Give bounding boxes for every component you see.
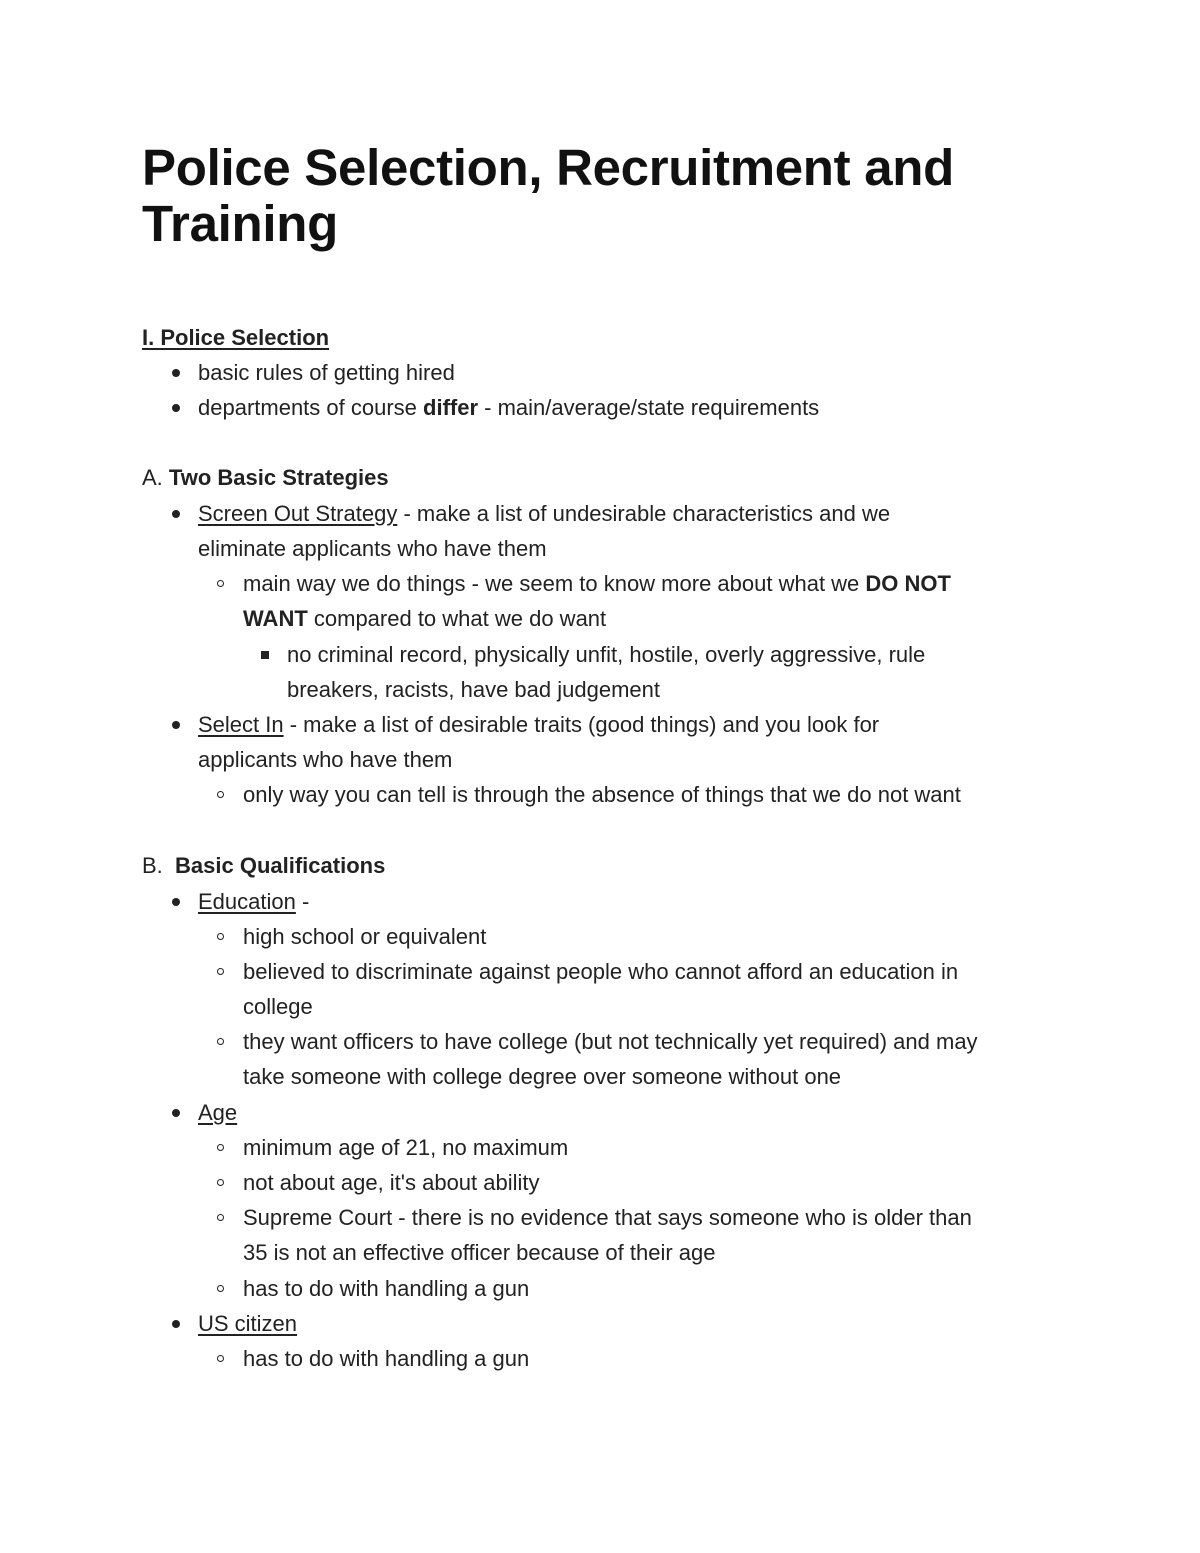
term-education: Education [198, 889, 296, 914]
list-item [198, 1095, 1078, 1130]
sub-bullet-icon [217, 580, 224, 587]
list-item: no criminal record, physically unfit, hostile, overly aggressive, rule [287, 642, 926, 667]
sub-bullet-icon [217, 1285, 224, 1292]
list-item [198, 1306, 1078, 1341]
section-heading-basic-qualifications: B. Basic Qualifications [142, 853, 386, 878]
list-item: Screen Out Strategy - make a list of undesirable characteristics and we [198, 501, 891, 526]
emphasis-text: differ [423, 395, 479, 420]
term-screen-out-strategy: Screen Out Strategy [198, 501, 398, 526]
sub-bullet-icon [217, 791, 224, 798]
bullet-icon [172, 721, 180, 729]
list-item: Education - [198, 889, 310, 914]
list-item-continuation: eliminate applicants who have them [198, 536, 547, 561]
list-item: they want officers to have college (but not technically yet required) and may [243, 1029, 978, 1054]
list-item: not about age, it's about ability [243, 1170, 540, 1195]
list-item-continuation: college [243, 994, 313, 1019]
bullet-icon [172, 404, 180, 412]
list-item: Select In - make a list of desirable traits (good things) and you look for [198, 712, 880, 737]
sub-bullet-icon [217, 968, 224, 975]
bullet-icon [172, 369, 180, 377]
page-title: Police Selection, Recruitment and Training [142, 139, 954, 252]
square-bullet-icon [261, 651, 269, 659]
term-age: Age [198, 1100, 238, 1125]
sub-bullet-icon [217, 1214, 224, 1221]
list-item: minimum age of 21, no maximum [243, 1135, 569, 1160]
list-item: has to do with handling a gun [243, 1346, 530, 1371]
list-item: believed to discriminate against people who cannot afford an education in [243, 959, 959, 984]
list-item-continuation: breakers, racists, have bad judgement [287, 677, 660, 702]
list-item: high school or equivalent [243, 924, 487, 949]
sub-bullet-icon [217, 933, 224, 940]
sub-bullet-icon [217, 1038, 224, 1045]
list-item-continuation: take someone with college degree over someone without one [243, 1064, 842, 1089]
sub-bullet-icon [217, 1144, 224, 1151]
list-item: main way we do things - we seem to know more about what we DO NOT [243, 571, 951, 596]
sub-bullet-icon [217, 1355, 224, 1362]
section-heading-police-selection: I. Police Selection [142, 325, 330, 350]
sub-bullet-icon [217, 1179, 224, 1186]
list-item: Supreme Court - there is no evidence that says someone who is older than [243, 1205, 972, 1230]
list-item: departments of course differ - main/average/state requirements [198, 395, 820, 420]
section-heading-two-basic-strategies: A. Two Basic Strategies [142, 465, 389, 490]
bullet-icon [172, 1320, 180, 1328]
term-us-citizen: US citizen [198, 1311, 298, 1336]
bullet-icon [172, 510, 180, 518]
bullet-icon [172, 1109, 180, 1117]
list-item-continuation: 35 is not an effective officer because of their age [243, 1240, 716, 1265]
term-select-in: Select In [198, 712, 284, 737]
list-item: only way you can tell is through the absence of things that we do not want [243, 782, 961, 807]
list-item: basic rules of getting hired [198, 360, 455, 385]
list-item-continuation: applicants who have them [198, 747, 453, 772]
list-item-continuation: WANT compared to what we do want [243, 606, 607, 631]
bullet-icon [172, 898, 180, 906]
list-item: has to do with handling a gun [243, 1276, 530, 1301]
